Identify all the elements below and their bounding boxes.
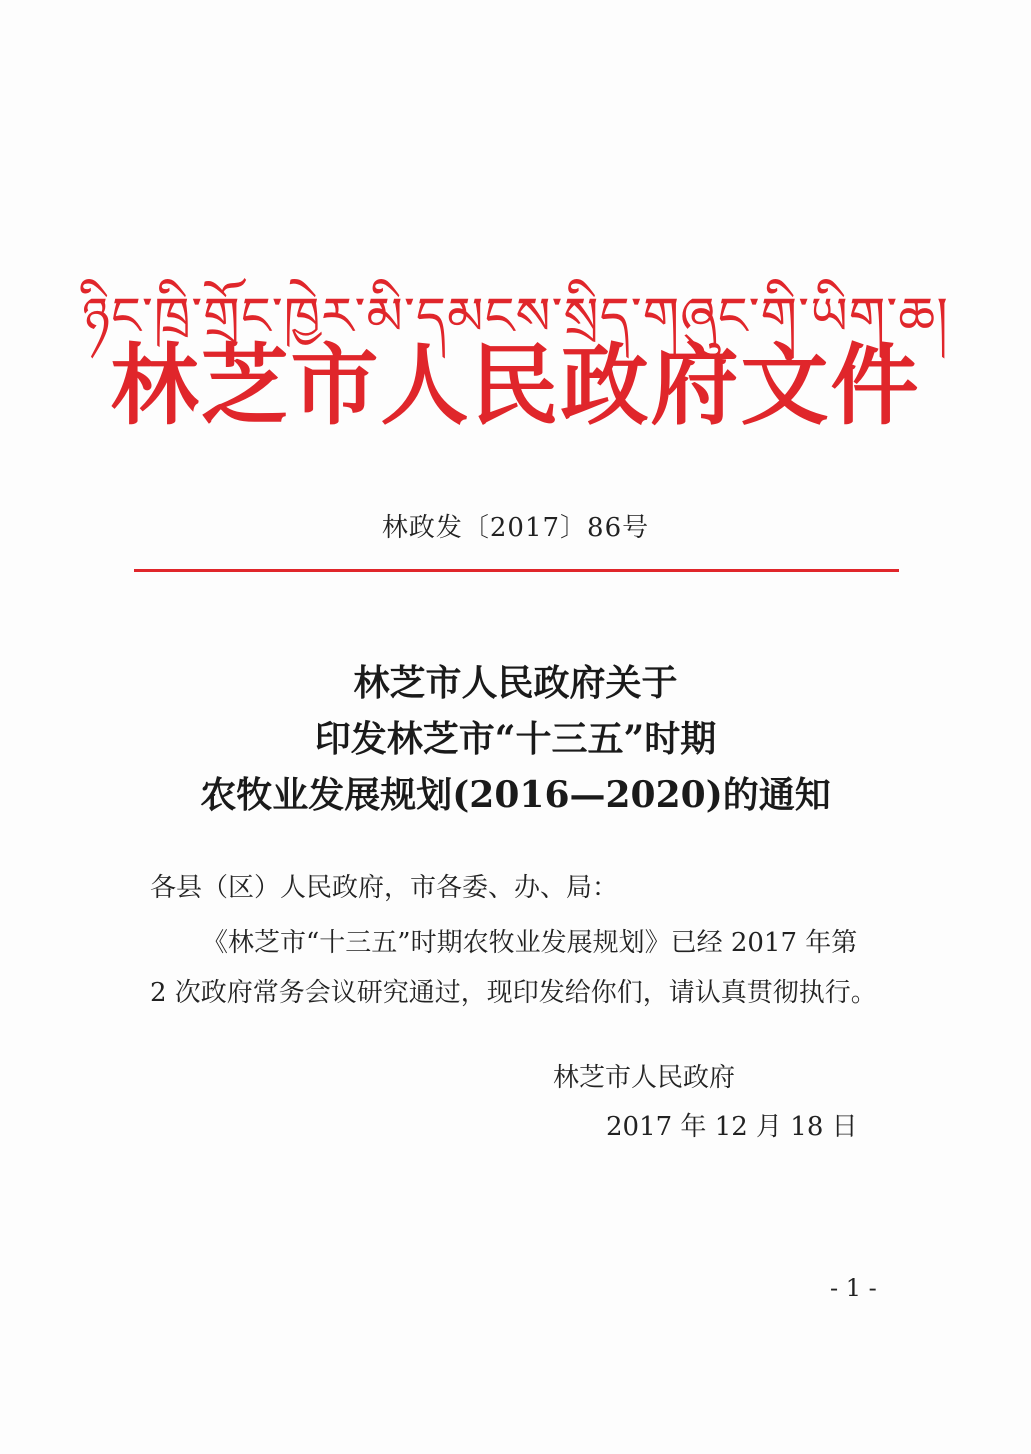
- body-line-1: 《林芝市“十三五”时期农牧业发展规划》已经 2017 年第: [202, 928, 858, 958]
- document-number: 林政发〔2017〕86号: [381, 513, 650, 543]
- body-line-2: 2 次政府常务会议研究通过，现印发给你们，请认真贯彻执行。: [150, 978, 877, 1008]
- notice-title-line-2: 印发林芝市“十三五”时期: [314, 718, 717, 760]
- issue-date: 2017 年 12 月 18 日: [606, 1112, 858, 1142]
- org-title: 林芝市人民政府文件: [110, 333, 921, 437]
- notice-title: [0, 655, 1031, 823]
- notice-title-line-3: 农牧业发展规划(2016—2020)的通知: [200, 774, 831, 816]
- signer: 林芝市人民政府: [553, 1063, 736, 1093]
- tibetan-org-title: ཉིང་ཁྲི་གྲོང་ཁྱེར་མི་དམངས་སྲིད་གཞུང་གི་ཡིག་ཆ།: [82, 287, 949, 347]
- notice-title-line-1: 林芝市人民政府关于: [353, 662, 678, 704]
- body-paragraph: [150, 918, 895, 1018]
- page-number: - 1 -: [830, 1274, 877, 1302]
- red-divider: [134, 569, 899, 572]
- addressee: 各县（区）人民政府，市各委、办、局：: [150, 873, 619, 903]
